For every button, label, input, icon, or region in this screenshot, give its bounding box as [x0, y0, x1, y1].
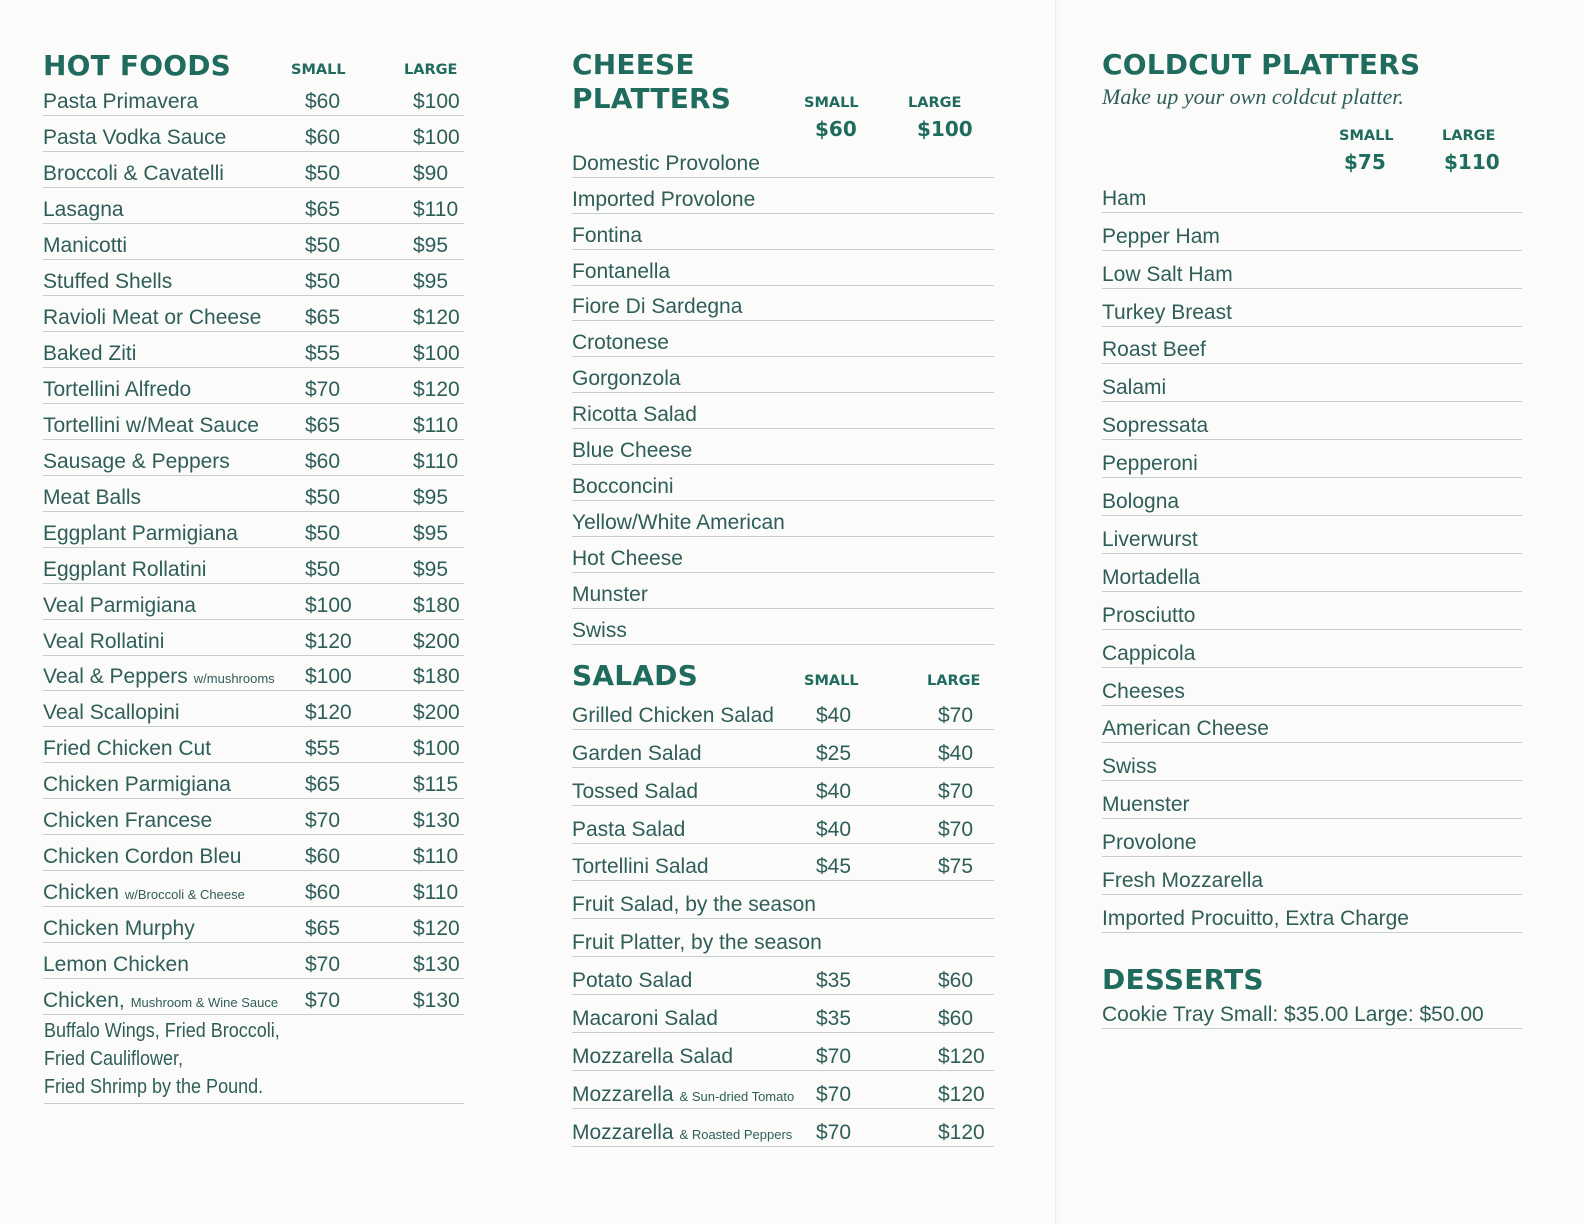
item-large-price: $130: [413, 989, 460, 1013]
item-name: Liverwurst: [1102, 527, 1198, 551]
hot-food-row: [43, 874, 464, 907]
item-small-price: $70: [816, 1044, 852, 1068]
item-name: [43, 773, 231, 797]
coldcut-row: [1102, 747, 1522, 782]
item-name-text: Chicken Francese: [43, 809, 213, 833]
item-name: Munster: [572, 582, 648, 606]
item-name: [572, 1045, 733, 1069]
cheese-row: [572, 253, 994, 286]
coldcut-row: [1102, 519, 1522, 554]
item-small-price: $120: [305, 701, 352, 725]
hot-food-row: [43, 227, 464, 260]
item-name: [43, 486, 141, 510]
item-name-text: Fried Chicken Cut: [43, 737, 212, 761]
coldcut-row: [1102, 330, 1522, 365]
item-name: Salami: [1102, 376, 1167, 400]
item-small-price: $35: [816, 1007, 852, 1031]
item-name: Crotonese: [572, 331, 669, 355]
item-name-text: Lasagna: [43, 197, 124, 221]
item-name: Fontanella: [572, 259, 671, 283]
coldcut-row: [1102, 898, 1522, 933]
item-note: w/mushrooms: [193, 671, 275, 687]
desserts-title: DESSERTS: [1102, 963, 1264, 996]
item-small-price: $65: [305, 197, 341, 221]
item-large-price: $60: [938, 1007, 974, 1031]
item-name: [43, 270, 172, 294]
item-name-text: Lemon Chicken: [43, 953, 189, 977]
panel-fold-right: [1057, 0, 1058, 1224]
cheese-row: [572, 289, 994, 322]
item-name: [43, 342, 136, 366]
item-name: [43, 378, 191, 402]
salads-title: SALADS: [572, 659, 698, 692]
item-name-text: Chicken Murphy: [43, 917, 195, 941]
salad-row: [572, 847, 994, 882]
hot-food-row: [43, 623, 464, 656]
cheese-row: [572, 468, 994, 501]
item-name-text: Tortellini Salad: [572, 855, 709, 879]
item-name-text: Pasta Primavera: [43, 89, 199, 113]
item-large-price: $95: [413, 557, 449, 581]
item-name-text: Eggplant Parmigiana: [43, 521, 238, 545]
item-note: w/Broccoli & Cheese: [124, 887, 245, 903]
item-name-text: Mozzarella Salad: [572, 1044, 734, 1068]
item-small-price: $70: [305, 953, 341, 977]
item-name: [43, 701, 180, 725]
item-name: [43, 881, 245, 905]
item-small-price: $70: [305, 989, 341, 1013]
item-name-text: Meat Balls: [43, 485, 142, 509]
item-name: [572, 742, 702, 766]
item-small-price: $65: [305, 305, 341, 329]
item-name-text: Veal Scallopini: [43, 701, 180, 725]
item-name: Domestic Provolone: [572, 151, 760, 175]
hot-food-row: [43, 371, 464, 404]
item-large-price: $40: [938, 741, 974, 765]
item-small-price: $70: [305, 377, 341, 401]
item-large-price: $70: [938, 779, 974, 803]
coldcut-large-label: LARGE: [1442, 128, 1496, 144]
hot-food-row: [43, 802, 464, 835]
hot-food-row: [43, 407, 464, 440]
item-large-price: $70: [938, 817, 974, 841]
item-small-price: $100: [305, 593, 352, 617]
item-name: Cappicola: [1102, 641, 1196, 665]
item-name-text: Stuffed Shells: [43, 269, 173, 293]
cheese-title-line1: CHEESE: [572, 48, 695, 81]
item-name: Pepperoni: [1102, 452, 1198, 476]
hot-foods-small-label: SMALL: [291, 62, 346, 78]
item-small-price: $55: [305, 737, 341, 761]
coldcut-row: [1102, 671, 1522, 706]
item-name-text: Tortellini w/Meat Sauce: [43, 413, 259, 437]
item-large-price: $130: [413, 809, 460, 833]
item-large-price: $110: [413, 449, 459, 473]
coldcut-row: [1102, 292, 1522, 327]
salads-small-label: SMALL: [804, 673, 859, 689]
hot-food-row: [43, 551, 464, 584]
item-name: Ham: [1102, 186, 1147, 210]
item-small-price: $50: [305, 161, 341, 185]
item-large-price: $120: [938, 1044, 985, 1068]
item-name-text: Broccoli & Cavatelli: [43, 161, 224, 185]
panel-fold-left: [1055, 0, 1056, 1224]
cheese-row: [572, 540, 994, 573]
item-large-price: $120: [938, 1120, 985, 1144]
item-name: [572, 818, 685, 842]
coldcut-small-label: SMALL: [1339, 128, 1394, 144]
item-large-price: $200: [413, 701, 460, 725]
item-name: Pepper Ham: [1102, 224, 1220, 248]
hot-food-row: [43, 83, 464, 116]
item-name: Low Salt Ham: [1102, 262, 1233, 286]
coldcut-row: [1102, 254, 1522, 289]
item-name-text: Chicken Cordon Bleu: [43, 845, 242, 869]
hot-food-row: [43, 982, 464, 1015]
salad-row: [572, 1074, 994, 1109]
item-small-price: $45: [816, 855, 852, 879]
item-large-price: $95: [413, 521, 449, 545]
salad-row: [572, 922, 994, 957]
item-small-price: $50: [305, 269, 341, 293]
item-small-price: $70: [305, 809, 341, 833]
item-name: [43, 665, 275, 689]
coldcut-subtitle: Make up your own coldcut platter.: [1102, 84, 1404, 109]
item-small-price: $50: [305, 233, 341, 257]
item-name: [43, 126, 226, 150]
item-name-text: Tossed Salad: [572, 779, 699, 803]
item-name: Provolone: [1102, 831, 1197, 855]
item-large-price: $95: [413, 233, 449, 257]
item-large-price: $90: [413, 161, 449, 185]
item-name: [43, 162, 224, 186]
item-name-text: Potato Salad: [572, 969, 693, 993]
hot-food-row: [43, 910, 464, 943]
item-name: [43, 306, 261, 330]
item-name: [43, 845, 241, 869]
item-name-text: Mozzarella: [572, 1120, 674, 1144]
item-large-price: $100: [413, 125, 460, 149]
item-name: Swiss: [1102, 755, 1157, 779]
item-large-price: $100: [413, 89, 460, 113]
item-name-text: Grilled Chicken Salad: [572, 703, 774, 727]
item-name-text: Sausage & Peppers: [43, 449, 230, 473]
salad-row: [572, 1036, 994, 1071]
item-small-price: $25: [816, 741, 852, 765]
item-small-price: $120: [305, 629, 352, 653]
cheese-row: [572, 504, 994, 537]
item-name: Fresh Mozzarella: [1102, 869, 1264, 893]
item-large-price: $180: [413, 665, 460, 689]
cheese-large-price: $100: [917, 117, 973, 141]
cheese-row: [572, 396, 994, 429]
cheese-large-label: LARGE: [908, 95, 962, 111]
item-name: Yellow/White American: [572, 510, 785, 534]
salad-row: [572, 885, 994, 920]
coldcut-row: [1102, 216, 1522, 251]
item-name: [572, 893, 816, 917]
cheese-row: [572, 145, 994, 178]
coldcut-row: [1102, 595, 1522, 630]
item-large-price: $110: [413, 197, 459, 221]
item-large-price: $100: [413, 341, 460, 365]
item-name-text: Manicotti: [43, 233, 128, 257]
item-name-text: Pasta Salad: [572, 817, 686, 841]
item-name: Swiss: [572, 618, 627, 642]
item-name: [43, 90, 198, 114]
item-name-text: Fruit Platter, by the season: [572, 931, 822, 955]
item-large-price: $100: [413, 737, 460, 761]
item-name: Turkey Breast: [1102, 300, 1232, 324]
item-small-price: $60: [305, 449, 341, 473]
item-small-price: $40: [816, 817, 852, 841]
item-name-text: Tortellini Alfredo: [43, 377, 192, 401]
item-name: [43, 989, 278, 1013]
item-name: [572, 855, 709, 879]
hot-food-row: [43, 587, 464, 620]
item-small-price: $60: [305, 845, 341, 869]
item-name-text: Mozzarella: [572, 1082, 674, 1106]
item-name: Sopressata: [1102, 414, 1209, 438]
hot-food-row: [43, 155, 464, 188]
item-large-price: $110: [413, 413, 459, 437]
item-large-price: $130: [413, 953, 460, 977]
item-name: [572, 969, 692, 993]
coldcut-row: [1102, 709, 1522, 744]
hot-food-row: [43, 335, 464, 368]
hot-foods-extra-line: Buffalo Wings, Fried Broccoli,: [44, 1020, 280, 1042]
coldcut-large-price: $110: [1444, 150, 1500, 174]
item-name-text: Fruit Salad, by the season: [572, 893, 816, 917]
item-name: [43, 198, 124, 222]
item-large-price: $60: [938, 969, 974, 993]
item-name: Muenster: [1102, 793, 1190, 817]
item-name-text: Garden Salad: [572, 741, 702, 765]
cheese-small-label: SMALL: [804, 95, 859, 111]
item-small-price: $35: [816, 969, 852, 993]
hot-foods-title: HOT FOODS: [43, 49, 232, 82]
item-large-price: $95: [413, 485, 449, 509]
item-name: [43, 414, 259, 438]
salad-row: [572, 809, 994, 844]
coldcut-row: [1102, 368, 1522, 403]
item-small-price: $50: [305, 557, 341, 581]
cheese-small-price: $60: [815, 117, 857, 141]
item-name-text: Chicken: [43, 881, 119, 905]
item-name-text: Eggplant Rollatini: [43, 557, 207, 581]
item-small-price: $60: [305, 881, 341, 905]
item-name-text: Chicken,: [43, 989, 125, 1013]
hot-food-row: [43, 443, 464, 476]
item-name: [43, 558, 206, 582]
item-note: Mushroom & Wine Sauce: [130, 995, 279, 1011]
salad-row: [572, 1112, 994, 1147]
coldcut-row: [1102, 822, 1522, 857]
item-name: [43, 737, 211, 761]
item-small-price: $70: [816, 1120, 852, 1144]
coldcut-title: COLDCUT PLATTERS: [1102, 48, 1421, 81]
hot-food-row: [43, 263, 464, 296]
item-large-price: $180: [413, 593, 460, 617]
item-note: & Sun-dried Tomato: [679, 1088, 795, 1104]
item-name-text: Pasta Vodka Sauce: [43, 125, 227, 149]
coldcut-row: [1102, 633, 1522, 668]
item-name: Fontina: [572, 223, 643, 247]
item-large-price: $75: [938, 855, 974, 879]
item-name: Roast Beef: [1102, 338, 1206, 362]
cheese-row: [572, 576, 994, 609]
hot-food-row: [43, 730, 464, 763]
item-name: Ricotta Salad: [572, 403, 697, 427]
item-name: Fiore Di Sardegna: [572, 295, 743, 319]
item-name-text: Ravioli Meat or Cheese: [43, 305, 262, 329]
item-name: [43, 450, 230, 474]
item-name: [572, 1007, 718, 1031]
hot-food-row: [43, 659, 464, 692]
item-name: Imported Provolone: [572, 187, 756, 211]
hot-food-row: [43, 946, 464, 979]
hot-food-row: [43, 191, 464, 224]
item-name: [43, 522, 238, 546]
item-name: Blue Cheese: [572, 439, 693, 463]
cheese-row: [572, 432, 994, 465]
item-name: Imported Procuitto, Extra Charge: [1102, 906, 1409, 930]
item-name: [572, 1121, 792, 1145]
hot-food-row: [43, 299, 464, 332]
item-name: Cheeses: [1102, 679, 1185, 703]
salad-row: [572, 733, 994, 768]
item-small-price: $65: [305, 413, 341, 437]
item-name: Gorgonzola: [572, 367, 681, 391]
item-small-price: $65: [305, 917, 341, 941]
item-name-text: Macaroni Salad: [572, 1007, 718, 1031]
item-name-text: Chicken Parmigiana: [43, 773, 231, 797]
hot-food-row: [43, 766, 464, 799]
item-name: Bocconcini: [572, 474, 674, 498]
item-name: American Cheese: [1102, 717, 1269, 741]
item-large-price: $70: [938, 703, 974, 727]
item-name: [43, 917, 195, 941]
salads-large-label: LARGE: [927, 673, 981, 689]
item-name: Hot Cheese: [572, 546, 683, 570]
hot-foods-large-label: LARGE: [404, 62, 458, 78]
item-large-price: $95: [413, 269, 449, 293]
item-note: & Roasted Peppers: [679, 1126, 793, 1142]
item-name-text: Veal Parmigiana: [43, 593, 196, 617]
item-small-price: $60: [305, 89, 341, 113]
item-name: Mortadella: [1102, 565, 1201, 589]
hot-foods-extra-line: Fried Shrimp by the Pound.: [44, 1076, 264, 1098]
desserts-line: Cookie Tray Small: $35.00 Large: $50.00: [1102, 1003, 1484, 1026]
item-large-price: $120: [938, 1082, 985, 1106]
item-small-price: $40: [816, 703, 852, 727]
item-large-price: $120: [413, 917, 460, 941]
item-name: [43, 953, 189, 977]
item-name: [572, 1083, 794, 1107]
item-large-price: $115: [413, 773, 459, 797]
salad-row: [572, 960, 994, 995]
coldcut-row: [1102, 784, 1522, 819]
item-large-price: $110: [413, 845, 459, 869]
item-large-price: $120: [413, 377, 460, 401]
desserts-row: [1102, 996, 1522, 1029]
item-name: [43, 630, 164, 654]
hot-food-row: [43, 479, 464, 512]
cheese-row: [572, 181, 994, 214]
hot-foods-extra: [44, 1017, 467, 1101]
item-small-price: $100: [305, 665, 352, 689]
hot-food-row: [43, 838, 464, 871]
coldcut-small-price: $75: [1344, 150, 1386, 174]
coldcut-row: [1102, 557, 1522, 592]
cheese-row: [572, 217, 994, 250]
item-name: [572, 931, 822, 955]
item-name: [572, 704, 774, 728]
item-name: [572, 780, 698, 804]
item-name: [43, 594, 196, 618]
coldcut-row: [1102, 481, 1522, 516]
item-small-price: $50: [305, 485, 341, 509]
cheese-row: [572, 360, 994, 393]
item-small-price: $65: [305, 773, 341, 797]
salad-row: [572, 771, 994, 806]
hot-food-row: [43, 119, 464, 152]
hot-food-row: [43, 694, 464, 727]
hot-food-row: [43, 515, 464, 548]
item-small-price: $50: [305, 521, 341, 545]
coldcut-row: [1102, 443, 1522, 478]
cheese-row: [572, 325, 994, 358]
coldcut-row: [1102, 178, 1522, 213]
item-name: Bologna: [1102, 490, 1180, 514]
item-small-price: $40: [816, 779, 852, 803]
item-name: Prosciutto: [1102, 603, 1196, 627]
item-small-price: $70: [816, 1082, 852, 1106]
coldcut-row: [1102, 405, 1522, 440]
cheese-title-line2: PLATTERS: [572, 82, 732, 115]
hot-foods-extra-divider: [44, 1103, 464, 1104]
item-large-price: $110: [413, 881, 459, 905]
item-name-text: Veal & Peppers: [43, 665, 188, 689]
item-name-text: Veal Rollatini: [43, 629, 165, 653]
item-small-price: $55: [305, 341, 341, 365]
item-large-price: $120: [413, 305, 460, 329]
item-large-price: $200: [413, 629, 460, 653]
coldcut-row: [1102, 860, 1522, 895]
salad-row: [572, 695, 994, 730]
salad-row: [572, 998, 994, 1033]
item-name: [43, 809, 212, 833]
item-name-text: Baked Ziti: [43, 341, 137, 365]
item-small-price: $60: [305, 125, 341, 149]
item-name: [43, 234, 127, 258]
hot-foods-extra-line: Fried Cauliflower,: [44, 1048, 184, 1070]
cheese-row: [572, 612, 994, 645]
